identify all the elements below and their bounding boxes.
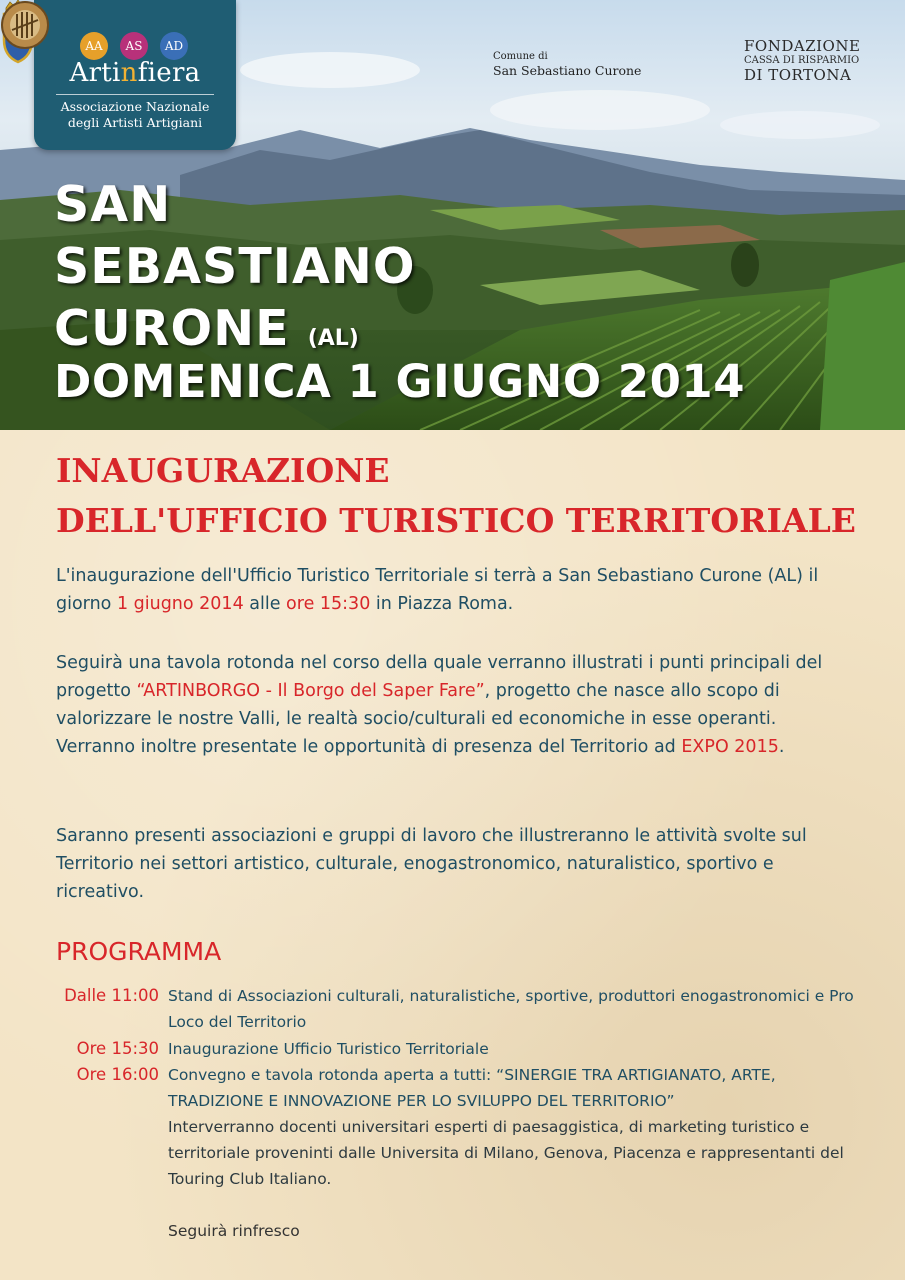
logo-circle-aa: AA [80, 32, 108, 60]
programma-title: PROGRAMMA [56, 937, 222, 966]
programma-description: Inaugurazione Ufficio Turistico Territoriale [168, 1040, 489, 1058]
logo-name-part2: n [120, 58, 138, 88]
logo-subtitle-line1: Associazione Nazionale [60, 99, 210, 114]
town-title-line1: SAN [54, 176, 172, 233]
logo-subtitle-line2: degli Artisti Artigiani [67, 115, 203, 130]
logo-divider [56, 94, 214, 95]
programma-description [168, 1062, 868, 1192]
logo-circle-ad: AD [160, 32, 188, 60]
project-text-1: Seguirà una tavola rotonda nel corso della quale verranno illustrati i punti principali del progetto [56, 653, 823, 701]
paragraph-intro [56, 562, 856, 618]
artinfiera-subtitle [34, 99, 236, 131]
paragraph-project [56, 649, 856, 761]
programma-time: Ore 15:30 [76, 1039, 159, 1058]
town-title-line2: SEBASTIANO [54, 238, 416, 295]
programma-description: Stand di Associazioni culturali, naturalistiche, sportive, produttori enogastronomici e Pro Loco del Territorio [168, 987, 854, 1031]
project-text-2: , progetto che nasce allo scopo di valorizzare le nostre Valli, le realtà socio/culturali ed economiche in esse operanti. Verranno inoltre presentate le opportunità di presenza del Territorio ad [56, 681, 780, 757]
intro-time: ore 15:30 [286, 594, 371, 614]
artinfiera-logo [34, 0, 236, 150]
comune-name: San Sebastiano Curone [493, 63, 642, 78]
town-title-line3: CURONE [54, 300, 290, 357]
event-date: DOMENICA 1 GIUGNO 2014 [54, 355, 746, 408]
programma-description-sub: Interverranno docenti universitari esperti di paesaggistica, di marketing turistico e territoriale proveninti dalle Universita di Milano, Genova, Piacenza e rappresentanti del Touring Club Italiano. [168, 1118, 844, 1188]
headline-line1: INAUGURAZIONE [56, 451, 390, 490]
project-text-3: . [778, 737, 785, 757]
province-label: (AL) [307, 326, 359, 351]
programma-description-main: Convegno e tavola rotonda aperta a tutti: “SINERGIE TRA ARTIGIANATO, ARTE, TRADIZIONE E INNOVAZIONE PER LO SVILUPPO DEL TERRITORIO” [168, 1066, 776, 1110]
expo-name: EXPO 2015 [681, 737, 779, 757]
programma-time: Dalle 11:00 [64, 986, 159, 1005]
hero-landscape [0, 0, 905, 430]
comune-label [493, 50, 653, 79]
intro-text-3: in Piazza Roma. [370, 594, 514, 614]
project-name: “ARTINBORGO - Il Borgo del Saper Fare” [136, 681, 485, 701]
intro-date: 1 giugno 2014 [116, 594, 244, 614]
intro-text-1: L'inaugurazione dell'Ufficio Turistico Territoriale si terrà a San Sebastiano Curone (AL) il giorno [56, 566, 819, 614]
closing-note: Seguirà rinfresco [168, 1222, 300, 1240]
intro-text-2: alle [243, 594, 287, 614]
fondazione-line3: DI TORTONA [744, 66, 852, 84]
headline-line2: DELL'UFFICIO TURISTICO TERRITORIALE [56, 501, 856, 540]
logo-circle-as: AS [120, 32, 148, 60]
logo-name-part3: fiera [137, 58, 201, 88]
artinfiera-name [34, 58, 236, 88]
fondazione-line1: FONDAZIONE [744, 37, 861, 55]
programma-time: Ore 16:00 [76, 1065, 159, 1084]
fondazione-logo-icon [0, 0, 50, 50]
paragraph-associations: Saranno presenti associazioni e gruppi di lavoro che illustreranno le attività svolte sul Territorio nei settori artistico, culturale, enogastronomico, naturalistico, sportivo e ricreativo. [56, 826, 807, 902]
fondazione-line2: CASSA DI RISPARMIO [744, 55, 860, 66]
town-title [54, 174, 654, 370]
logo-name-part1: Arti [69, 58, 121, 88]
comune-small-label: Comune di [493, 51, 548, 62]
fondazione-label [744, 38, 894, 83]
